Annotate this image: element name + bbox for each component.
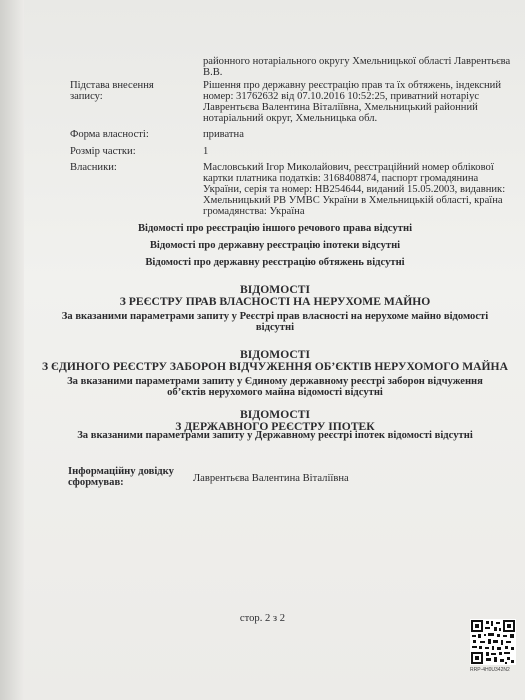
section-2-text-1: За вказаними параметрами запиту у Єдиному державному реєстрі заборон відчуження <box>67 376 483 387</box>
header-line-2: В.В. <box>203 67 223 78</box>
section-2-title-1: ВІДОМОСТІ <box>240 348 310 361</box>
basis-value-1: Рішення про державну реєстрацію прав та їх обтяжень, індексний <box>203 80 502 91</box>
section-1-title-1: ВІДОМОСТІ <box>240 283 310 296</box>
owners-value-2: картки платника податків: 3168408874, паспорт громадянина <box>203 173 479 184</box>
ownership-value: приватна <box>203 129 244 140</box>
owners-label: Власники: <box>70 162 117 173</box>
section-1-title-2: З РЕЄСТРУ ПРАВ ВЛАСНОСТІ НА НЕРУХОМЕ МАЙНО <box>119 295 431 308</box>
section-1-text-2: відсутні <box>255 322 295 333</box>
owners-value-4: Хмельницький РВ УМВС України в Хмельницькій області, країна <box>203 195 503 206</box>
share-label: Розмір частки: <box>70 146 136 157</box>
note-mortgage: Відомості про державну реєстрацію іпотеки відсутні <box>149 240 401 251</box>
note-encumbrances: Відомості про державну реєстрацію обтяжень відсутні <box>145 257 405 268</box>
page-edge-shadow <box>0 0 24 700</box>
section-3-text-1: За вказаними параметрами запиту у Державному реєстрі іпотек відомості відсутні <box>77 430 473 441</box>
owners-value-5: громадянства: Україна <box>203 206 305 217</box>
basis-label-2: запису: <box>70 91 103 102</box>
section-2-text-2: об’єктів нерухомого майна відомості відсутні <box>167 387 383 398</box>
owners-value-1: Масловський Ігор Миколайович, реєстраційний номер облікової <box>203 162 494 173</box>
basis-value-3: Лаврентьєва Валентина Віталіївна, Хмельницький районний <box>203 102 478 113</box>
basis-label-1: Підстава внесення <box>70 80 154 91</box>
ownership-label: Форма власності: <box>70 129 149 140</box>
formed-value: Лаврентьєва Валентина Віталіївна <box>193 473 349 484</box>
note-other-rights: Відомості про реєстрацію іншого речового права відсутні <box>137 223 413 234</box>
section-1-text-1: За вказаними параметрами запиту у Реєстрі прав власності на нерухоме майно відомості <box>61 311 489 322</box>
section-2-title-2: З ЄДИНОГО РЕЄСТРУ ЗАБОРОН ВІДЧУЖЕННЯ ОБ’ЄКТІВ НЕРУХОМОГО МАЙНА <box>42 360 508 373</box>
owners-value-3: України, серія та номер: НВ254644, виданий 15.05.2003, видавник: <box>203 184 506 195</box>
page-number: стор. 2 з 2 <box>239 613 286 624</box>
section-3-title-2: З ДЕРЖАВНОГО РЕЄСТРУ ІПОТЕК <box>175 420 375 433</box>
qr-code <box>470 619 516 665</box>
formed-label-2: сформував: <box>68 477 124 488</box>
share-value: 1 <box>203 146 209 157</box>
formed-label-1: Інформаційну довідку <box>68 466 174 477</box>
qr-code-label: RRP-4H0U342N2 <box>470 667 510 673</box>
header-line-1: районного нотаріального округу Хмельницької області Лаврентьєва <box>203 56 511 67</box>
basis-value-2: номер: 31762632 від 07.10.2016 10:52:25, приватний нотаріус <box>203 91 480 102</box>
section-3-title-1: ВІДОМОСТІ <box>240 408 310 421</box>
basis-value-4: нотаріальний округ, Хмельницька обл. <box>203 113 378 124</box>
